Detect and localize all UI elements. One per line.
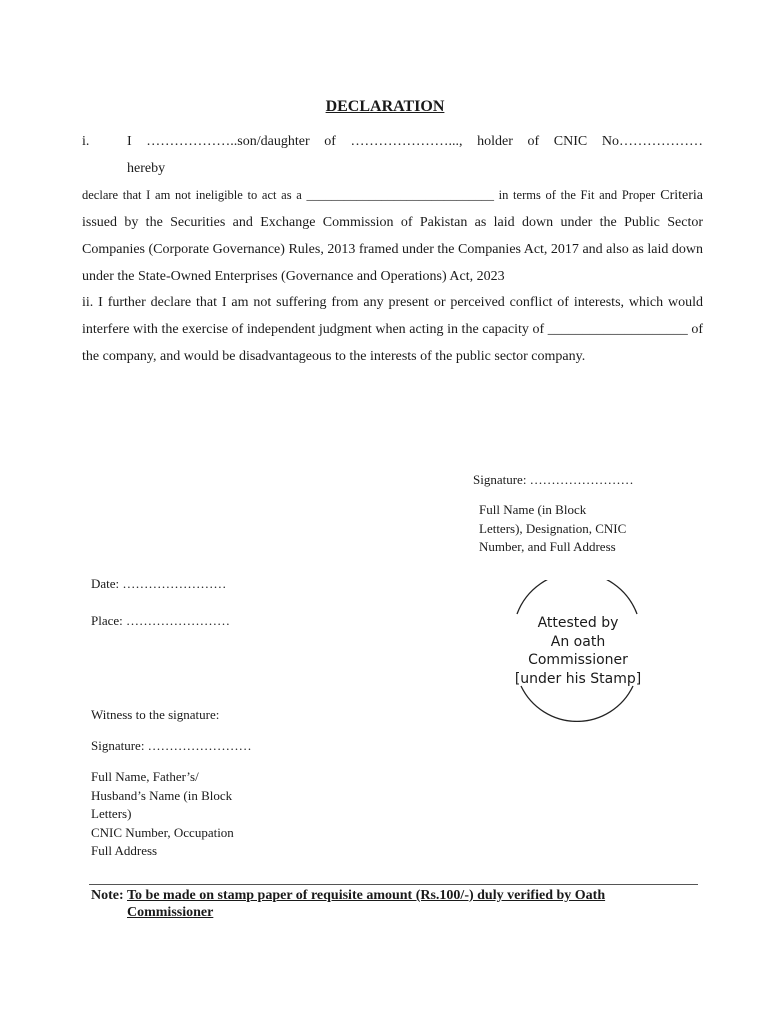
clause-1-lead: declare that I am not ineligible to act as a ______________________________ in terms of the Fit and Proper [82,188,656,202]
declarant-name-line: Number, and Full Address [479,539,616,554]
note-text: To be made on stamp paper of requisite amount (Rs.100/-) duly verified by Oath Commissioner [127,888,606,920]
stamp-text [501,614,655,688]
stamp-line: Commissioner [528,652,628,668]
witness-details [91,768,291,861]
witness-heading: Witness to the signature: [91,707,220,722]
clause-2: ii. I further declare that I am not suffering from any present or perceived conflict of interests, which would interfere with the exercise of independent judgment when acting in the capacity of ____________________ of the company, and would be disadvantageous to the interests of the public sector company. [82,295,703,364]
document-title: DECLARATION [325,98,445,115]
witness-detail-line: Full Address [91,843,158,858]
date-field: Date: …………………… [91,576,227,591]
declarant-name-instructions [479,501,664,557]
witness-detail-line: Full Name, Father’s/ [91,769,199,784]
witness-detail-line: CNIC Number, Occupation [91,824,234,840]
declarant-name-line: Letters), Designation, CNIC [479,520,627,536]
stamp-line: An oath [550,633,606,650]
clause-1-number: i. [82,134,90,149]
clause-1-hereby: hereby [127,161,166,176]
witness-signature: Signature: …………………… [91,738,252,753]
clause-1-body [82,182,703,290]
witness-detail-line: Letters) [91,806,132,821]
clause-1-identity-line: I ………………..son/daughter of …………………..., holder of CNIC No……………… [127,134,703,149]
stamp-line: Attested by [537,615,619,631]
witness-detail-line: Husband’s Name (in Block [91,787,233,803]
attestation-stamp [511,580,645,722]
note-divider [89,884,698,885]
place-field: Place: …………………… [91,613,231,628]
clause-1-text: Criteria issued by the Securities and Exchange Commission of Pakistan as laid down under the Public Sector Companies (Corporate Governance) Rules, 2013 framed under the Companies Act, 2017 and also as laid down under the State-Owned Enterprises (Governance and Operations) Act, 2023 [82,188,704,284]
declarant-name-line: Full Name (in Block [479,502,587,517]
declarant-signature: Signature: …………………… [473,472,634,487]
note-label: Note: [91,888,124,903]
stamp-line: [under his Stamp] [514,670,642,687]
